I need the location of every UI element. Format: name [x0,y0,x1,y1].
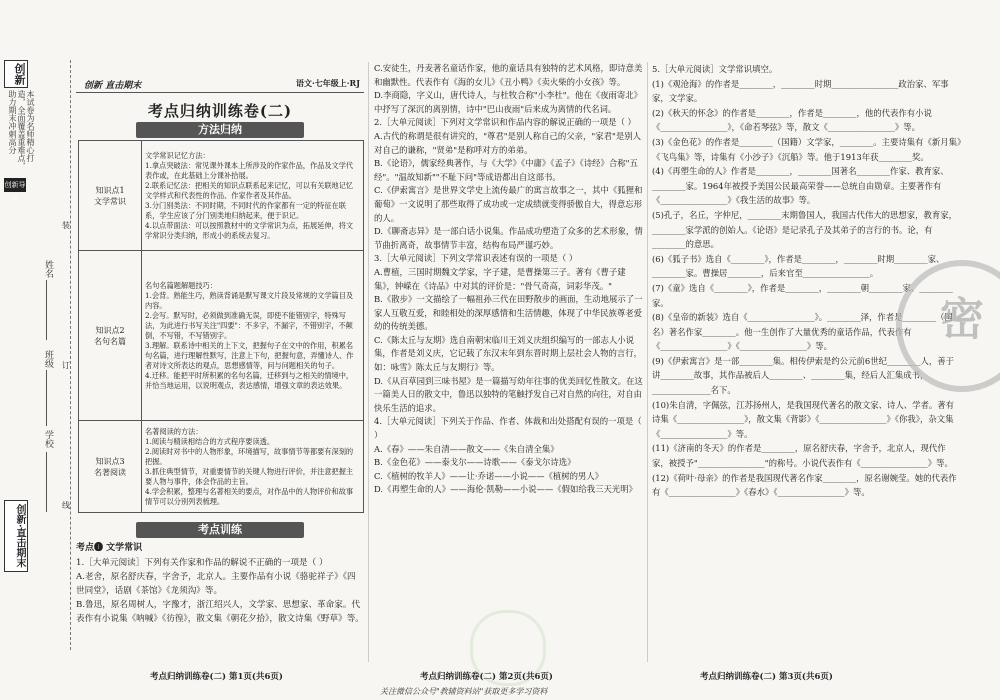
question-line: (12)《荷叶·母亲》的作者是我国现代著名作家________，原名谢婉莹。她的代表作有《________________》《春水》《________________》等。 [652,472,957,498]
question-line: (5)孔子，名丘，字仲尼，________末期鲁国人，我国古代伟大的思想家，教育家，________家学派的创始人。《论语》是记录孔子及其弟子的言行的书。论，有________的意思。 [652,209,957,250]
question-line: 3.［大单元阅读］下列文学常识表述有误的一项是（ ） [374,253,578,264]
question-line: C.《陈太丘与友期》选自南朝宋临川王刘义庆组织编写的一部志人小说集，作者是刘义庆，它记载了东汉末年到东晋时期上层社会人物的言行，如：咏雪》陈太丘与友期行》等。 [374,334,642,373]
binding-mark-zhuang: 装 [62,221,70,230]
header-subject: 语文·七年级上·RJ [295,78,360,88]
question-line: 5.［大单元阅读］文学常识填空。 [652,64,778,74]
section-heading: 考点❶ 文学常识 [76,543,143,553]
confidential-stamp: 密 [896,260,1000,392]
binding-tag: 创新导学 [4,178,26,192]
section-banner-methods: 方法归纳 [136,122,304,138]
question-line: (2)《秋天的怀念》的作者是________，作者是________，他的代表作有小说《________________》，《命若琴弦》等，散文《________________》等。 [652,107,932,133]
field-name-label: 姓名 [43,260,53,278]
binding-brand-bottom: 创新·直击期末 [4,500,28,572]
field-class-label: 班级 [43,350,53,368]
column-2-questions [374,62,644,497]
question-line: 4.［大单元阅读］下列关于作品、作者、体裁和出处搭配有误的一项是（ ） [374,416,642,441]
header-brand: 创新 直击期末 [84,81,142,91]
field-class-line [46,370,47,426]
bottom-note: 关注微信公众号"教辅资料站"获取更多学习资料 [380,687,548,696]
question-line: A.古代的称谓是很有讲究的，"尊君"是别人称自己的父亲，"家君"是别人对自己的谦称，"贤弟"是称呼对方的弟弟。 [374,130,641,155]
question-line: (7)《童》选自《________》，作者是________，________朝________家、________家。 [652,282,953,308]
question-line: (8)《皇帝的新装》选自《________________》。________泽，作者是________（国名）著名作家________。他一生创作了大量优秀的童话作品，代表作有《________________》《________________》等。 [652,312,953,352]
question-line: A.《春》——朱自清——散文——《朱自清全集》 [374,443,559,454]
field-name-line [46,280,47,340]
question-line: (9)《伊索寓言》是一部________集。相传伊索是约公元前6世纪________人，善于讲________故事，其作品被后人________、________集，经后人汇集成书，______________名下。 [652,355,954,396]
knowledge-point-label: 知识点2 名句名篇 [79,251,142,421]
question-line: (1)《观沧海》的作者是________，________时期________________政治家、军事家，文学家。 [652,78,949,104]
field-school-label: 学校 [43,430,53,448]
question-line: (3)《金色花》的作者是________（国籍）文学家，________。主要诗集有《新月集》《飞鸟集》等，诗集有《小沙子》《沉船》等。他于1913年获________奖。 [652,136,962,162]
knowledge-point-method: 名句名篇题解题技巧： 1.会背。熟能生巧，熟读背诵是默写课文片段及常规的文学篇目及内容。 2.会写。默写时，必须做到准确无误，即使不能错别字，特殊写法，为此进行书写关注"四要"：不多字，不漏字，不错别字，不颠倒，不写错，不写错别字。 3.理解。联系诗中相关的上下文，把握句子在文中的作用，积累名句名篇，进行理解性默写，注意上下句，把握句意，弄懂诗人、作者对诗文所表达的观点，思想感情等，问与问题相关的句子。 4.迁移。能把平时所积累的名句名篇，迁移到与之相关的情境中，并恰当地运用，以说明观点，表达感情，增强文章的表达效果。 [142,251,364,421]
question-line: D.李商隐，字义山，唐代诗人，与杜牧合称"小李杜"。他在《夜雨寄北》中抒写了深沉的离别情，诗中"巴山夜雨"后来成为离情的代名词。 [374,90,643,114]
knowledge-point-label: 知识点1 文学常识 [79,141,142,251]
question-line: B.鲁迅，原名周树人，字豫才，浙江绍兴人，文学家、思想家、革命家。代表作有小说集《呐喊》《彷徨》，散文集《朝花夕拾》，散文诗集《野草》等。 [76,600,364,624]
method-table-row [79,141,364,251]
question-line: D.《聊斋志异》是一部白话小说集。作品成功塑造了众多的艺术形象，情节曲折离奇，故事情节丰富，结构布局严谨巧妙。 [374,226,643,250]
question-line: 2.［大单元阅读］下列对文学常识和作品内容的解说正确的一项是（ ） [374,117,636,128]
exam-title: 考点归纳训练卷(二) [147,102,293,120]
question-line: B.《论语》，儒家经典著作，与《大学》《中庸》《孟子》《诗经》合称"五经"。"温故知新""不耻下问"等成语都出自这部书。 [374,158,638,182]
question-line: D.《从百草园到三味书屋》是一篇描写幼年往事的优美回忆性散文。在这一篇美人日的散文中，鲁迅以独特的笔触抒发自己对自然的向往，对自由快乐生活的追求。 [374,375,643,413]
question-line: C.安徒生，丹麦著名童话作家，他的童话具有独特的艺术风格，即诗意美和幽默性。代表作有《海的女儿》《丑小鸭》《卖火柴的小女孩》等。 [374,63,643,87]
question-line: (11)《济南的冬天》的作者是________，原名舒庆春，字舍予，北京人，现代作家，被授予"________________"的称号。小说代表作有《________________》等。 [652,443,953,469]
footer-page-3: 考点归纳训练卷(二) 第3页(共6页) [700,672,833,682]
method-table [78,140,364,513]
field-school-line [46,452,47,512]
question-line: (10)朱自清，字佩弦，江苏扬州人，是我国现代著名的散文家、诗人、学者。著有诗集《________________》，散文集《背影》《________________》《你我》，杂文集《________________》等。 [652,399,954,439]
question-line: C.《伊索寓言》是世界文学史上流传最广的寓言故事之一，其中《狐狸和葡萄》一文说明了那些取得了成功或一定成绩就变得骄傲自大，得意忘形的人。 [374,185,643,223]
question-line: 1.［大单元阅读］下列有关作家和作品的解说不正确的一项是（ ） [76,558,328,568]
binding-mark-ding: 订 [62,361,70,370]
question-line: (4)《再塑生命的人》作者是________，________国著名________作家、教育家、________家。1964年被授予美国公民最高荣誉——总统自由勋章。主要著作有《________________》《我生活的故事》等。 [652,166,949,206]
question-line: A.曹植，三国时期魏文学家，字子建，是曹操第三子。著有《曹子建集》，钟嵘在《诗品》中对其的评价是："骨气奇高，词彩华茂。" [374,266,626,291]
question-line: C.《植树的牧羊人》——让·乔诺——小说——《植树的男人》 [374,470,604,481]
column-divider [368,62,369,662]
binding-vertical-text: 本试卷为名师精心打造，全面覆盖重难点，助力期末冲刺高分 [8,90,35,170]
binding-brand-logo: 创新 [4,60,28,88]
knowledge-point-method: 文学常识记忆方法： 1.拿点突破法：常见课外课本上所涉及的作家作品，作品及文学代表作或，在此基础上分课补拾展。 2.联系记忆法：把相关的知识点联系起来记忆，可以有关联地记忆文学样式和代表性的作品、作家作者及其作品。 3.分门别类法：不同时期，不同时代的作家都有一定的特征在联系，学生应该了分门别类地归纳起来，便于识记。 4.以点带面法：可以按照教材中的文学常识为点，拓展延伸，将文学常识分类归纳，形成小的系统去复习。 [142,141,364,251]
page-header [76,78,364,93]
question-line: B.《金色花》——泰戈尔——诗歌——《泰戈尔诗选》 [374,457,576,468]
knowledge-point-method: 名著阅读的方法： 1.阅读与精读相结合的方式程序要读透。 2.阅读时对书中的人物形象，环境描写，故事情节等都要有深刻的把握。 3.抓住典型情节，对重要情节的关键人物进行评价，并注意把握主要人物与事件，体会作品的主旨。 4.学会积累，整理与名著相关的要点，对作品中的人物评价和故事情节可以分别列表梳理。 [142,421,364,513]
column-divider [647,62,648,662]
question-line: (6)《狐子书》选自《________》，作者是________，________时期________家、________家。曹操居________，后来官至________________。 [652,253,945,279]
footer-page-2: 考点归纳训练卷(二) 第2页(共6页) [420,672,553,682]
question-line: B.《散步》一文描绘了一幅祖孙三代在田野散步的画面，生动地展示了一家人互敬互爱，和睦相处的深厚感情和生活情趣，体现了中华民族尊老爱幼的传统美德。 [374,294,643,332]
section-banner-training: 考点训练 [136,522,304,538]
binding-mark-xian: 线 [62,501,70,510]
footer-page-1: 考点归纳训练卷(二) 第1页(共6页) [150,672,283,682]
knowledge-point-label: 知识点3 名著阅读 [79,421,142,513]
column-1-questions [76,541,364,626]
binding-strip [0,60,71,650]
question-line: D.《再塑生命的人》——海伦·凯勒——小说——《假如给我三天光明》 [374,484,637,495]
question-line: A.老舍，原名舒庆春，字舍予，北京人。主要作品有小说《骆驼祥子》《四世同堂》，话剧《茶馆》《龙须沟》等。 [76,572,356,596]
method-table-row [79,421,364,513]
method-table-row [79,251,364,421]
